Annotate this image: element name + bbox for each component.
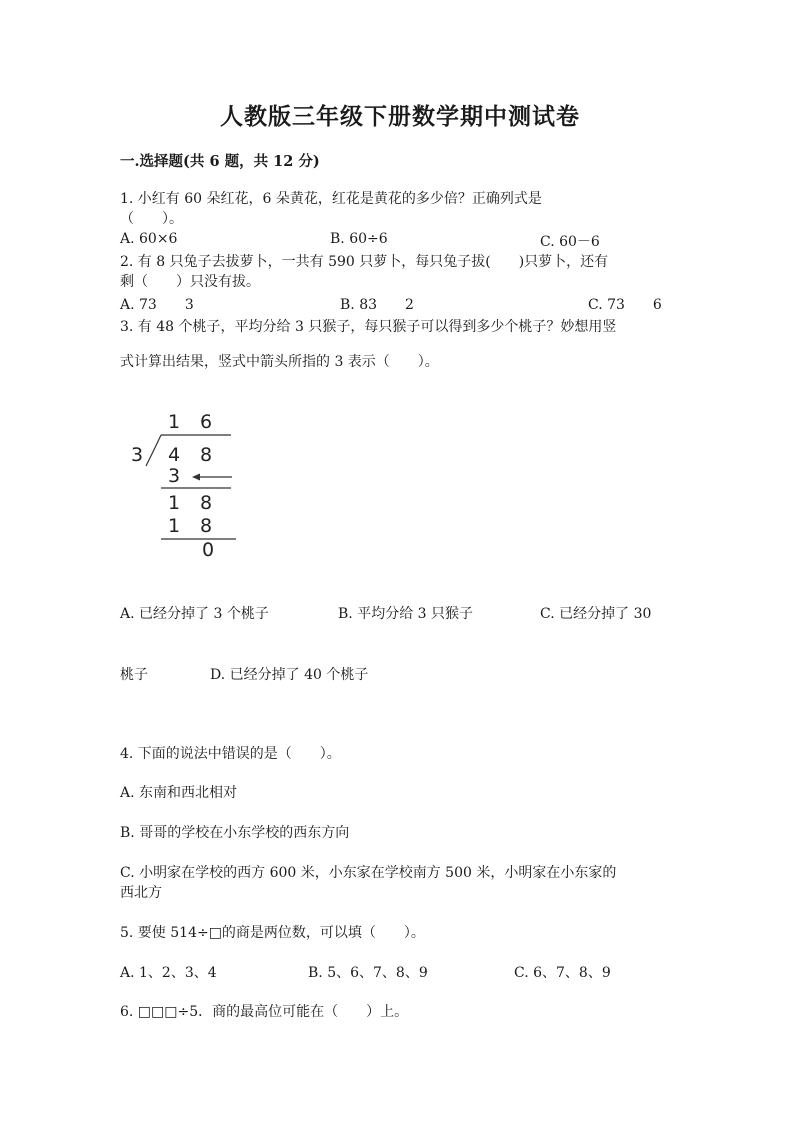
step-1-digit: 3 (168, 465, 181, 487)
question-3-option-d[interactable]: D. 已经分掉了 40 个桃子 (210, 667, 369, 683)
long-division-diagram (128, 402, 258, 572)
dividend-digit-ones: 8 (200, 444, 213, 466)
question-1-text-cont: （ ）。 (120, 211, 183, 227)
question-5-option-b[interactable]: B. 5、6、7、8、9 (308, 965, 428, 981)
question-3-text-cont: 式计算出结果，竖式中箭头所指的 3 表示（ ）。 (120, 354, 439, 370)
question-3-option-c-cont: 桃子 (120, 667, 148, 683)
question-1-option-b[interactable]: B. 60÷6 (330, 231, 388, 247)
quotient-digit-ones: 6 (200, 411, 213, 433)
arrow-head-icon (192, 474, 200, 481)
question-4-option-c[interactable]: C. 小明家在学校的西方 600 米，小东家在学校南方 500 米，小明家在小东家的 (120, 865, 617, 881)
question-5-text: 5. 要使 514÷□的商是两位数，可以填（ ）。 (120, 925, 425, 941)
section-header: 一.选择题(共 6 题，共 12 分) (120, 153, 320, 170)
question-1-option-c[interactable]: C. 60－6 (540, 234, 600, 250)
step-2-digit-ones: 8 (200, 492, 213, 514)
question-2-text: 2. 有 8 只兔子去拔萝卜，一共有 590 只萝卜，每只兔子拔( )只萝卜，还有 (120, 254, 609, 270)
step-2-digit-tens: 1 (168, 492, 181, 514)
division-bracket (146, 435, 161, 466)
question-5-option-a[interactable]: A. 1、2、3、4 (120, 965, 217, 981)
question-6-text: 6. □□□÷5．商的最高位可能在（ ）上。 (120, 1004, 409, 1020)
question-2-text-cont: 剩（ ）只没有拔。 (120, 274, 260, 290)
quotient-digit-tens: 1 (168, 411, 181, 433)
page-title: 人教版三年级下册数学期中测试卷 (220, 103, 580, 130)
remainder: 0 (202, 539, 215, 561)
question-4-option-c-cont: 西北方 (120, 885, 162, 901)
question-2-option-c[interactable]: C. 73 6 (588, 297, 662, 313)
question-3-option-b[interactable]: B. 平均分给 3 只猴子 (338, 606, 473, 622)
question-3-text: 3. 有 48 个桃子，平均分给 3 只猴子，每只猴子可以得到多少个桃子？妙想用竖 (120, 319, 617, 335)
question-1-option-a[interactable]: A. 60×6 (120, 231, 178, 247)
question-3-option-c[interactable]: C. 已经分掉了 30 (540, 606, 652, 622)
question-4-option-a[interactable]: A. 东南和西北相对 (120, 785, 238, 801)
step-3-digit-tens: 1 (168, 515, 181, 537)
divisor: 3 (131, 444, 144, 466)
dividend-digit-tens: 4 (168, 444, 181, 466)
step-3-digit-ones: 8 (200, 515, 213, 537)
question-1-text: 1. 小红有 60 朵红花，6 朵黄花，红花是黄花的多少倍？正确列式是 (120, 191, 542, 207)
question-2-option-b[interactable]: B. 83 2 (340, 297, 414, 313)
question-3-option-a[interactable]: A. 已经分掉了 3 个桃子 (120, 606, 269, 622)
question-2-option-a[interactable]: A. 73 3 (120, 297, 194, 313)
question-4-text: 4. 下面的说法中错误的是（ ）。 (120, 746, 341, 762)
question-4-option-b[interactable]: B. 哥哥的学校在小东学校的西东方向 (120, 825, 350, 841)
question-5-option-c[interactable]: C. 6、7、8、9 (514, 965, 611, 981)
